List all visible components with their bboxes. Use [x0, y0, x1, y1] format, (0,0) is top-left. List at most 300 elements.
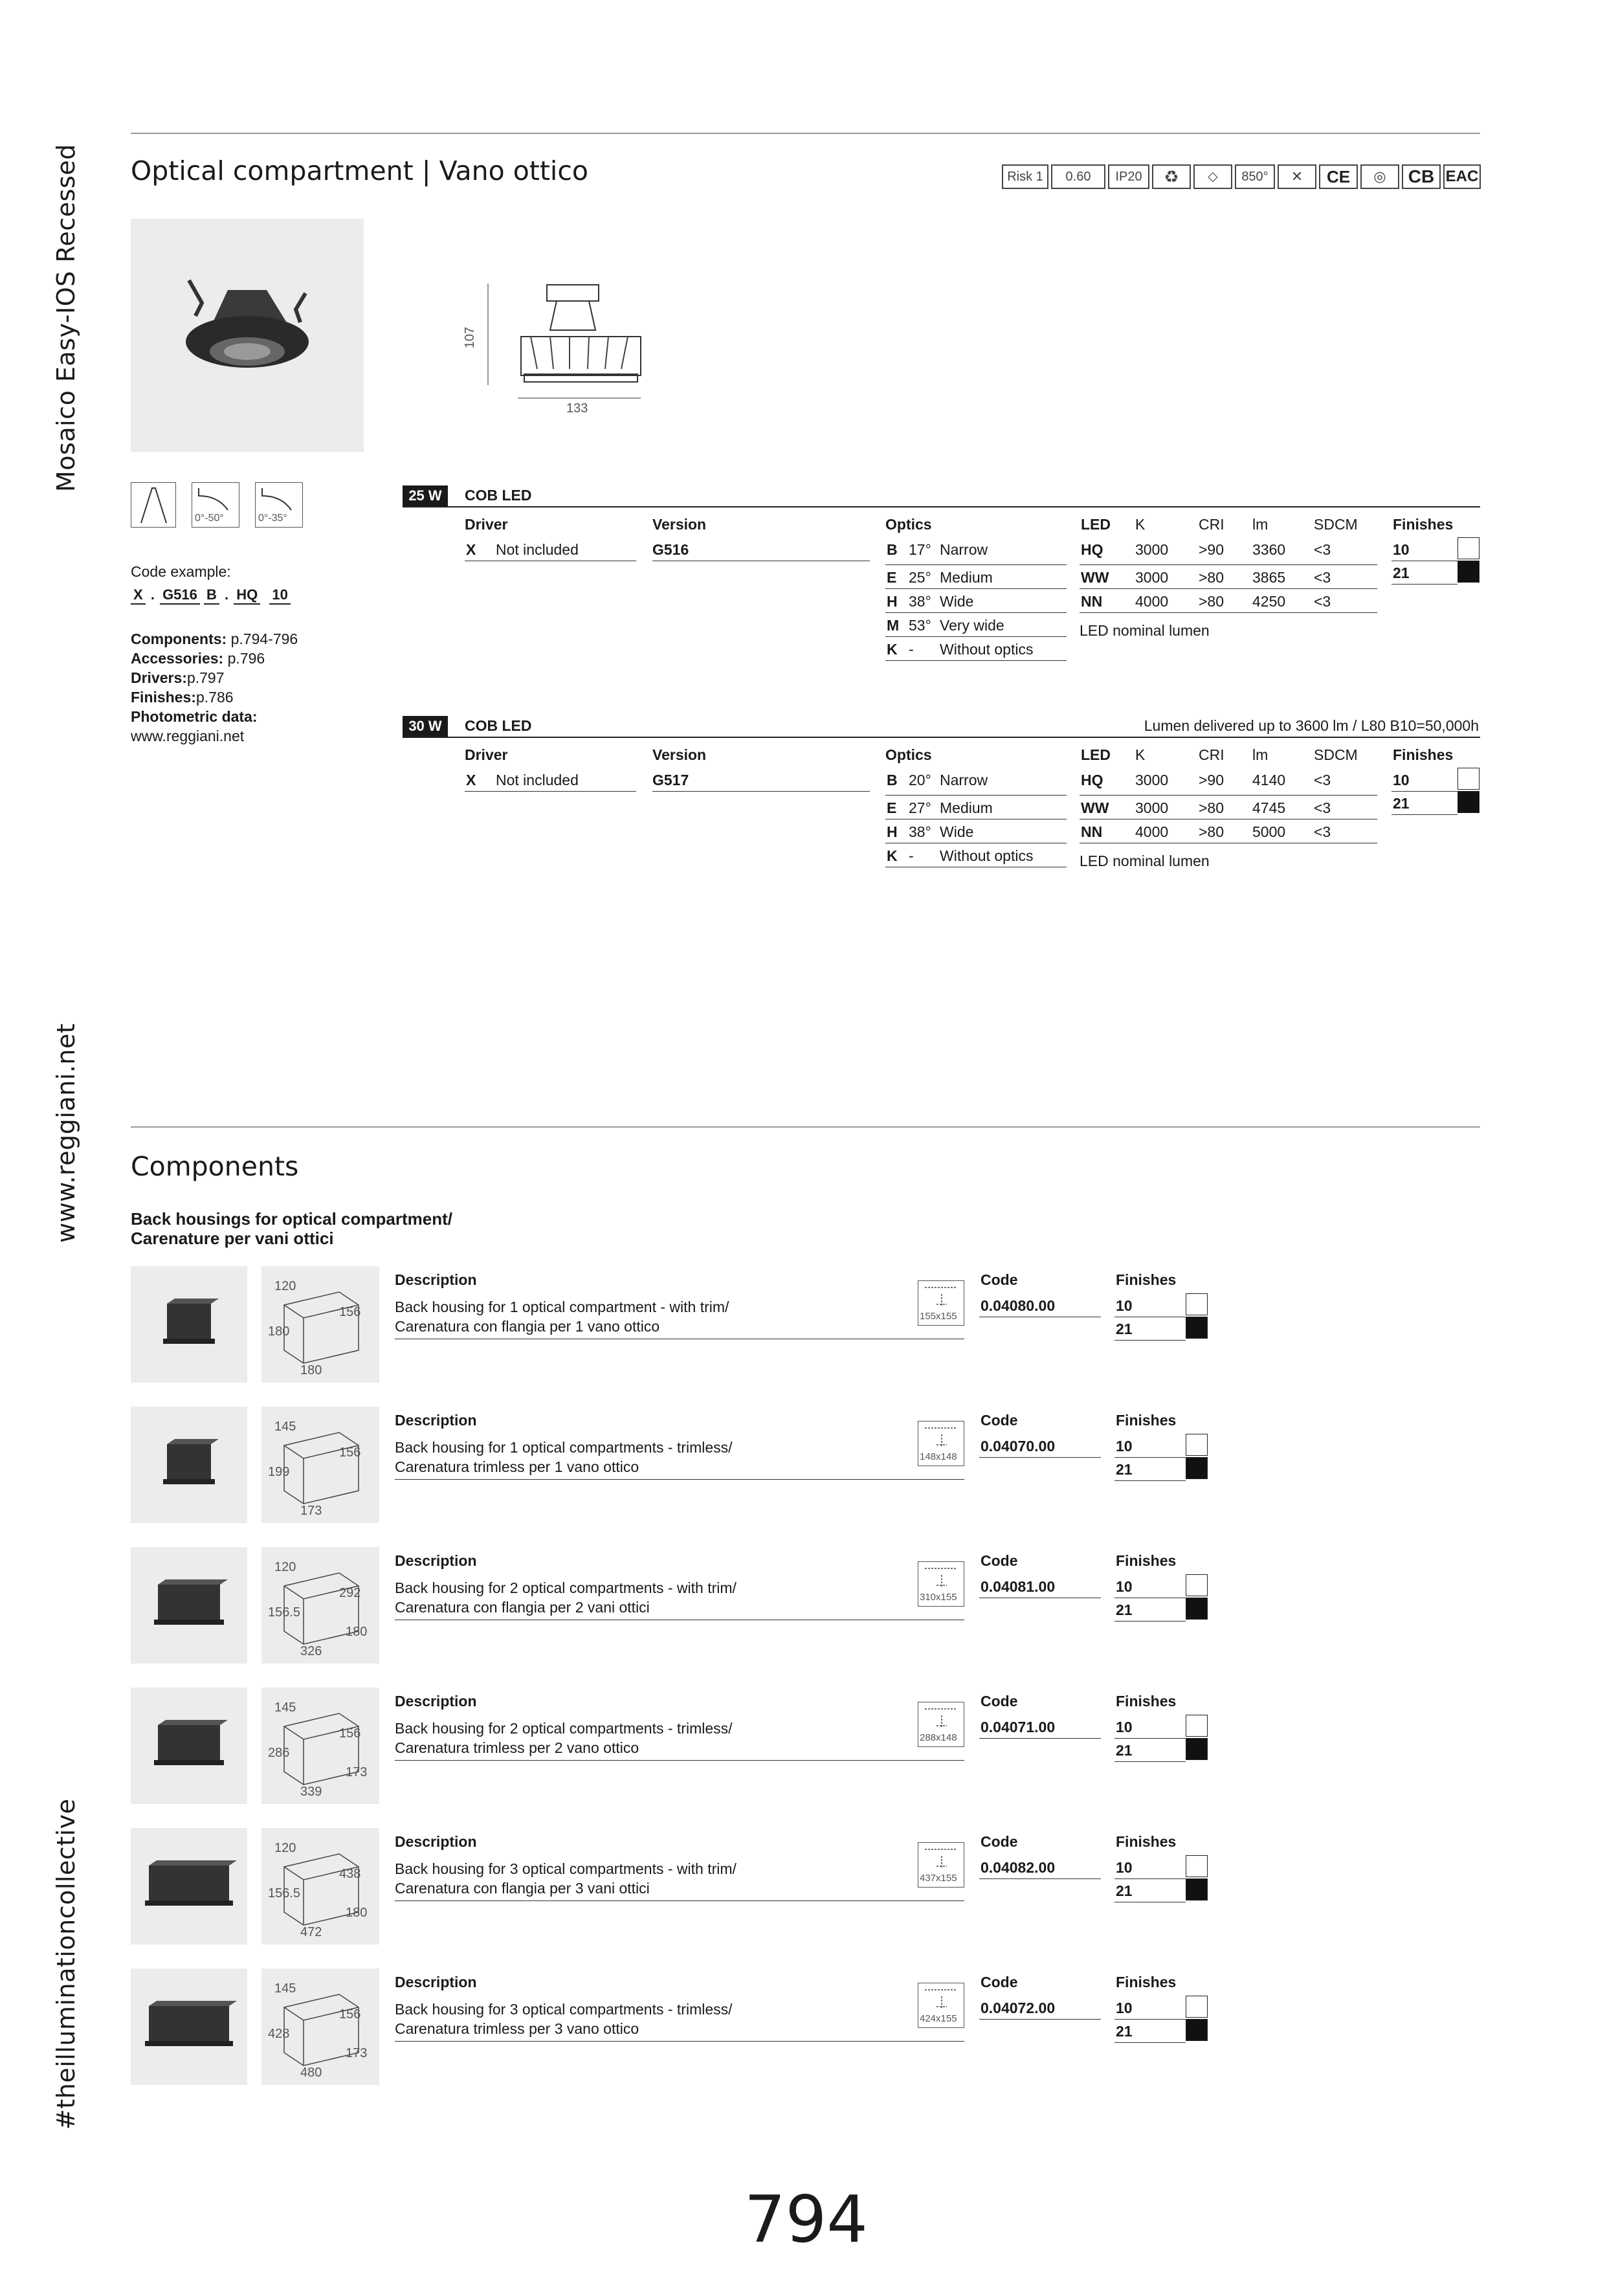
no-insulation-icon: ✕ — [1278, 164, 1316, 189]
row-rule — [1391, 584, 1457, 585]
tilt-50-icon — [192, 482, 239, 528]
finish-swatch-white[interactable] — [1186, 1715, 1208, 1737]
description-line2: Carenatura trimless per 2 vano ottico — [395, 1739, 639, 1756]
led-cri: >80 — [1199, 569, 1225, 586]
cri-header: CRI — [1199, 516, 1225, 533]
row-rule — [1114, 2042, 1186, 2043]
led-list — [1080, 541, 1377, 640]
description-header: Description — [395, 1552, 477, 1569]
row-rule — [1114, 1480, 1186, 1481]
component-row[interactable] — [0, 1407, 1618, 1530]
led-k: 3000 — [1135, 569, 1169, 586]
table-rule — [403, 737, 1480, 738]
finishes-header: Finishes — [1116, 1974, 1177, 1990]
row-rule — [1391, 814, 1457, 815]
optic-code: H — [887, 823, 898, 840]
code-example-label: Code example: — [131, 563, 231, 580]
cri-header: CRI — [1199, 746, 1225, 763]
led-cri: >90 — [1199, 541, 1225, 558]
description-line1: Back housing for 1 optical compartment - with trim/ — [395, 1298, 729, 1315]
row-rule — [395, 1900, 964, 1901]
finishes-ref-label: Finishes: — [131, 689, 196, 706]
accessories-ref-value[interactable]: p.796 — [227, 650, 265, 667]
led-k: 4000 — [1135, 593, 1169, 610]
finish-swatch-white[interactable] — [1457, 768, 1479, 790]
led-lm: 3360 — [1252, 541, 1286, 558]
watt-badge: 30 W — [403, 716, 448, 737]
eac-icon: EAC — [1443, 164, 1481, 189]
housing-drawing — [261, 1828, 379, 1945]
optics-list — [885, 772, 1067, 867]
optic-angle: 53° — [909, 617, 931, 634]
led-lm: 4140 — [1252, 772, 1286, 788]
led-sdcm: <3 — [1314, 799, 1331, 816]
housing-photo-icon — [131, 1547, 247, 1664]
component-row[interactable] — [0, 1828, 1618, 1951]
sdcm-header: SDCM — [1314, 746, 1358, 763]
row-rule — [652, 791, 870, 792]
row-rule — [1114, 2019, 1186, 2020]
row-rule — [1114, 1340, 1186, 1341]
component-row[interactable] — [0, 1968, 1618, 2091]
description-line1: Back housing for 3 optical compartments - trimless/ — [395, 2001, 733, 2018]
housing-dimension: 180 — [268, 1324, 290, 1339]
optic-name: Without optics — [940, 847, 1034, 864]
housing-dimension: 180 — [346, 1625, 368, 1639]
components-title: Components — [131, 1151, 299, 1182]
optic-code: K — [887, 641, 898, 658]
finish-code[interactable]: 10 — [1116, 2000, 1133, 2016]
code-part: G516 — [160, 586, 200, 605]
optics-header: Optics — [885, 746, 932, 763]
finish-swatch-white[interactable] — [1186, 1434, 1208, 1456]
row-rule — [979, 1738, 1101, 1739]
description-line1: Back housing for 3 optical compartments - with trim/ — [395, 1860, 737, 1877]
row-rule — [979, 1878, 1101, 1879]
lm-header: lm — [1252, 516, 1269, 533]
led-row[interactable] — [1080, 772, 1377, 796]
housing-photo — [131, 1547, 247, 1664]
finish-swatch-black[interactable] — [1186, 1878, 1208, 1900]
version-code[interactable]: G517 — [652, 772, 689, 788]
housing-photo-icon — [131, 1407, 247, 1523]
optic-angle: - — [909, 641, 914, 658]
led-note: LED nominal lumen — [1080, 622, 1210, 639]
components-subtitle-line1: Back housings for optical compartment/ — [131, 1209, 452, 1229]
cutout-size: 424x155 — [920, 2013, 957, 2024]
description-line2: Carenatura trimless per 3 vano ottico — [395, 2020, 639, 2037]
photometric-label: Photometric data: — [131, 708, 258, 725]
optic-code: E — [887, 569, 897, 586]
row-rule — [395, 2041, 964, 2042]
finishes-header: Finishes — [1116, 1271, 1177, 1288]
housing-drawing — [261, 1968, 379, 2085]
optic-row[interactable] — [885, 637, 1067, 661]
components-ref-value[interactable]: p.794-796 — [230, 630, 298, 647]
code-header: Code — [981, 1271, 1018, 1288]
code-example — [131, 586, 291, 605]
hashtag-vertical: #theilluminationcollective — [52, 1798, 80, 2130]
luminaire-photo-icon — [131, 219, 364, 452]
optic-angle: 17° — [909, 541, 931, 558]
components-rule — [131, 1126, 1480, 1128]
row-rule — [1391, 791, 1457, 792]
description-header: Description — [395, 1693, 477, 1710]
table-rule — [403, 506, 1480, 507]
led-cri: >80 — [1199, 823, 1225, 840]
technical-drawing — [460, 272, 654, 421]
optic-row[interactable] — [885, 843, 1067, 867]
housing-photo — [131, 1828, 247, 1945]
power-badge: 0.60 — [1051, 164, 1105, 189]
housing-dimension: 156.5 — [268, 1886, 301, 1900]
product-code[interactable]: 0.04080.00 — [981, 1297, 1056, 1314]
code-header: Code — [981, 1693, 1018, 1710]
cutout-size: 288x148 — [920, 1732, 957, 1743]
tilt-35-label: 0°-35° — [258, 513, 287, 524]
code-header: Code — [981, 1552, 1018, 1569]
finish-swatch-black[interactable] — [1186, 1598, 1208, 1620]
cutout-size: 310x155 — [920, 1592, 957, 1603]
led-code: NN — [1081, 593, 1103, 610]
housing-drawing — [261, 1407, 379, 1523]
cutout-size: 155x155 — [920, 1311, 957, 1322]
led-lm: 4250 — [1252, 593, 1286, 610]
led-lm: 5000 — [1252, 823, 1286, 840]
led-row[interactable] — [1080, 565, 1377, 589]
finishes-header: Finishes — [1393, 746, 1454, 763]
row-rule — [465, 791, 636, 792]
led-lm: 4745 — [1252, 799, 1286, 816]
lm-header: lm — [1252, 746, 1269, 763]
driver-code[interactable]: X — [466, 541, 476, 558]
finish-code[interactable]: 10 — [1116, 1719, 1133, 1735]
housing-dimension: 173 — [346, 1765, 368, 1779]
finish-swatch-white[interactable] — [1457, 537, 1479, 559]
cutout-icon — [918, 1421, 964, 1466]
led-header: LED — [1081, 516, 1111, 533]
finishes-header: Finishes — [1116, 1693, 1177, 1710]
housing-dimension: 286 — [268, 1746, 290, 1760]
cutout-icon — [918, 1983, 964, 2028]
led-k: 3000 — [1135, 799, 1169, 816]
finish-swatch-black[interactable] — [1457, 561, 1479, 583]
drivers-ref-label: Drivers: — [131, 669, 187, 686]
ip-badge: IP20 — [1108, 164, 1149, 189]
component-row[interactable] — [0, 1266, 1618, 1389]
led-sdcm: <3 — [1314, 593, 1331, 610]
drawing-height-label: 107 — [463, 326, 478, 349]
finish-swatch-black[interactable] — [1457, 791, 1479, 813]
finish-swatch-white[interactable] — [1186, 1574, 1208, 1596]
row-rule — [1114, 1738, 1186, 1739]
version-header: Version — [652, 516, 707, 533]
row-rule — [979, 1457, 1101, 1458]
description-header: Description — [395, 1412, 477, 1429]
driver-label: Not included — [496, 772, 579, 788]
code-part: B — [204, 586, 219, 605]
finish-swatch-white[interactable] — [1186, 1293, 1208, 1315]
page-title: Optical compartment | Vano ottico — [131, 155, 588, 186]
housing-dimension: 156 — [339, 2007, 361, 2022]
product-code[interactable]: 0.04072.00 — [981, 2000, 1056, 2016]
housing-dimension: 120 — [274, 1560, 296, 1574]
led-note: LED nominal lumen — [1080, 853, 1210, 869]
optic-row[interactable] — [885, 541, 1067, 565]
finish-code[interactable]: 21 — [1116, 1461, 1133, 1478]
description-line1: Back housing for 1 optical compartments - trimless/ — [395, 1439, 733, 1456]
version-code[interactable]: G516 — [652, 541, 689, 558]
finish-code[interactable]: 10 — [1116, 1297, 1133, 1314]
source-label: COB LED — [465, 717, 532, 734]
led-row[interactable] — [1080, 796, 1377, 819]
led-code: NN — [1081, 823, 1103, 840]
finish-code[interactable]: 21 — [1393, 564, 1410, 581]
led-lm: 3865 — [1252, 569, 1286, 586]
housing-drawing — [261, 1688, 379, 1804]
cutout-icon — [918, 1280, 964, 1326]
product-line-vertical: Mosaico Easy-IOS Recessed — [52, 144, 80, 492]
optic-row[interactable] — [885, 796, 1067, 819]
tilt-35-icon — [255, 482, 303, 528]
finishes-ref-value[interactable]: p.786 — [195, 689, 234, 706]
finish-code[interactable]: 10 — [1116, 1578, 1133, 1595]
accessories-ref-label: Accessories: — [131, 650, 224, 667]
led-header: LED — [1081, 746, 1111, 763]
housing-dimension: 199 — [268, 1465, 290, 1479]
finish-swatch-black[interactable] — [1186, 2019, 1208, 2041]
optic-angle: 38° — [909, 823, 931, 840]
page-number: 794 — [744, 2181, 868, 2257]
code-part: . — [225, 586, 229, 603]
temperature-badge: 850° — [1235, 164, 1275, 189]
cutout-icon — [918, 1702, 964, 1747]
housing-photo — [131, 1266, 247, 1383]
row-rule — [1114, 1457, 1186, 1458]
finish-swatch-black[interactable] — [1186, 1317, 1208, 1339]
source-label: COB LED — [465, 487, 532, 504]
component-row[interactable] — [0, 1547, 1618, 1670]
ce-icon: CE — [1319, 164, 1358, 189]
optic-name: Without optics — [940, 641, 1034, 658]
description-line2: Carenatura con flangia per 1 vano ottico — [395, 1318, 660, 1335]
led-code: WW — [1081, 569, 1109, 586]
optic-angle: 20° — [909, 772, 931, 788]
description-header: Description — [395, 1833, 477, 1850]
cutout-size: 437x155 — [920, 1873, 957, 1884]
housing-dimension: 472 — [300, 1925, 322, 1939]
housing-dimension: 156.5 — [268, 1605, 301, 1620]
code-part: 10 — [269, 586, 290, 605]
watt-badge: 25 W — [403, 485, 448, 506]
lumen-note: Lumen delivered up to 3600 lm / L80 B10=50,000h — [1144, 717, 1479, 734]
optics-header: Optics — [885, 516, 932, 533]
optic-row[interactable] — [885, 589, 1067, 613]
optic-row[interactable] — [885, 772, 1067, 796]
photometric-link[interactable]: www.reggiani.net — [131, 728, 245, 744]
website-vertical[interactable]: www.reggiani.net — [52, 1023, 80, 1243]
optic-angle: - — [909, 847, 914, 864]
optic-name: Medium — [940, 569, 993, 586]
housing-dimension: 120 — [274, 1841, 296, 1855]
housing-dimension: 339 — [300, 1785, 322, 1799]
finish-code[interactable]: 10 — [1116, 1859, 1133, 1876]
finish-code[interactable]: 10 — [1393, 541, 1410, 558]
product-code[interactable]: 0.04071.00 — [981, 1719, 1056, 1735]
housing-dimension: 145 — [274, 1981, 296, 1996]
housing-dimension: 180 — [346, 1906, 368, 1920]
optic-code: E — [887, 799, 897, 816]
led-code: WW — [1081, 799, 1109, 816]
housing-dimension: 326 — [300, 1644, 322, 1658]
housing-dimension: 120 — [274, 1279, 296, 1293]
housing-dimension: 156 — [339, 1305, 361, 1319]
description-header: Description — [395, 1974, 477, 1990]
finish-code[interactable]: 21 — [1393, 795, 1410, 812]
code-part: X — [131, 586, 146, 605]
finish-code[interactable]: 10 — [1116, 1438, 1133, 1455]
housing-photo-icon — [131, 1968, 247, 2085]
housing-dimension: 480 — [300, 2066, 322, 2080]
drivers-ref-value[interactable]: p.797 — [186, 669, 225, 686]
optic-name: Narrow — [940, 541, 988, 558]
code-header: Code — [981, 1833, 1018, 1850]
optic-row[interactable] — [885, 613, 1067, 637]
sdcm-header: SDCM — [1314, 516, 1358, 533]
top-rule — [131, 133, 1480, 134]
finish-swatch-white[interactable] — [1186, 1996, 1208, 2018]
led-row[interactable] — [1080, 541, 1377, 565]
rcm-icon: ◎ — [1360, 164, 1399, 189]
led-list — [1080, 772, 1377, 870]
components-subtitle — [131, 1209, 452, 1248]
driver-code[interactable]: X — [466, 772, 476, 788]
k-header: K — [1135, 516, 1146, 533]
housing-dimension: 145 — [274, 1420, 296, 1434]
cb-badge: CB — [1402, 164, 1441, 189]
optic-name: Wide — [940, 823, 974, 840]
code-header: Code — [981, 1974, 1018, 1990]
component-row[interactable] — [0, 1688, 1618, 1811]
finishes-header: Finishes — [1116, 1833, 1177, 1850]
optic-name: Medium — [940, 799, 993, 816]
product-photo — [131, 219, 364, 452]
housing-dimension: 438 — [339, 1867, 361, 1881]
row-rule — [1114, 1878, 1186, 1879]
optics-list — [885, 541, 1067, 661]
finish-code[interactable]: 21 — [1116, 2023, 1133, 2040]
housing-dimension: 156 — [339, 1445, 361, 1460]
housing-dimension: 145 — [274, 1700, 296, 1715]
housing-dimension: 173 — [300, 1504, 322, 1518]
led-sdcm: <3 — [1314, 772, 1331, 788]
led-sdcm: <3 — [1314, 569, 1331, 586]
description-line1: Back housing for 2 optical compartments - trimless/ — [395, 1720, 733, 1737]
housing-photo-icon — [131, 1688, 247, 1804]
finish-swatch-black[interactable] — [1186, 1738, 1208, 1760]
led-cri: >80 — [1199, 593, 1225, 610]
optic-angle: 25° — [909, 569, 931, 586]
housing-drawing — [261, 1547, 379, 1664]
housing-drawing — [261, 1266, 379, 1383]
finish-swatch-white[interactable] — [1186, 1855, 1208, 1877]
description-line1: Back housing for 2 optical compartments - with trim/ — [395, 1579, 737, 1596]
led-code: HQ — [1081, 772, 1103, 788]
product-code[interactable]: 0.04082.00 — [981, 1859, 1056, 1876]
housing-dimension: 292 — [339, 1586, 361, 1600]
finish-swatch-black[interactable] — [1186, 1457, 1208, 1479]
driver-header: Driver — [465, 746, 508, 763]
led-sdcm: <3 — [1314, 541, 1331, 558]
row-rule — [1114, 1621, 1186, 1622]
code-part: . — [150, 586, 155, 603]
optic-angle: 27° — [909, 799, 931, 816]
k-header: K — [1135, 746, 1146, 763]
led-sdcm: <3 — [1314, 823, 1331, 840]
dimension-drawing-icon — [460, 272, 654, 421]
led-row[interactable] — [1080, 819, 1377, 843]
description-header: Description — [395, 1271, 477, 1288]
cutout-icon — [918, 1561, 964, 1607]
housing-photo — [131, 1968, 247, 2085]
finish-code[interactable]: 21 — [1116, 1601, 1133, 1618]
optic-code: B — [887, 541, 898, 558]
optic-code: M — [887, 617, 900, 634]
code-part: HQ — [234, 586, 260, 605]
housing-photo-icon — [131, 1266, 247, 1383]
optic-row[interactable] — [885, 565, 1067, 589]
housing-dimension: 173 — [346, 2046, 368, 2060]
cutout-size: 148x148 — [920, 1451, 957, 1462]
led-k: 3000 — [1135, 772, 1169, 788]
risk-badge: Risk 1 — [1002, 164, 1048, 189]
recycle-icon: ♻ — [1152, 164, 1191, 189]
cutout-icon — [918, 1842, 964, 1888]
housing-photo-icon — [131, 1828, 247, 1945]
description-line2: Carenatura trimless per 1 vano ottico — [395, 1458, 639, 1475]
led-row[interactable] — [1080, 589, 1377, 613]
finishes-header: Finishes — [1393, 516, 1454, 533]
housing-dimension: 428 — [268, 2027, 290, 2041]
finish-code[interactable]: 21 — [1116, 1321, 1133, 1337]
product-code[interactable]: 0.04081.00 — [981, 1578, 1056, 1595]
finishes-header: Finishes — [1116, 1552, 1177, 1569]
optic-row[interactable] — [885, 819, 1067, 843]
optic-name: Wide — [940, 593, 974, 610]
led-k: 3000 — [1135, 541, 1169, 558]
housing-dimension: 180 — [300, 1363, 322, 1377]
certification-badges — [1002, 164, 1481, 190]
product-code[interactable]: 0.04070.00 — [981, 1438, 1056, 1455]
led-k: 4000 — [1135, 823, 1169, 840]
finish-code[interactable]: 10 — [1393, 772, 1410, 788]
driver-label: Not included — [496, 541, 579, 558]
optic-code: K — [887, 847, 898, 864]
tilt-50-label: 0°-50° — [195, 513, 224, 524]
description-line2: Carenatura con flangia per 3 vani ottici — [395, 1880, 650, 1897]
row-rule — [1114, 1761, 1186, 1762]
beam-narrow-icon — [131, 482, 176, 528]
housing-photo — [131, 1407, 247, 1523]
components-subtitle-line2: Carenature per vani ottici — [131, 1229, 334, 1248]
class-iii-icon: ◇ — [1193, 164, 1232, 189]
row-rule — [395, 1479, 964, 1480]
optic-code: B — [887, 772, 898, 788]
finish-code[interactable]: 21 — [1116, 1882, 1133, 1899]
finish-code[interactable]: 21 — [1116, 1742, 1133, 1759]
references-block — [131, 629, 298, 746]
row-rule — [979, 2019, 1101, 2020]
